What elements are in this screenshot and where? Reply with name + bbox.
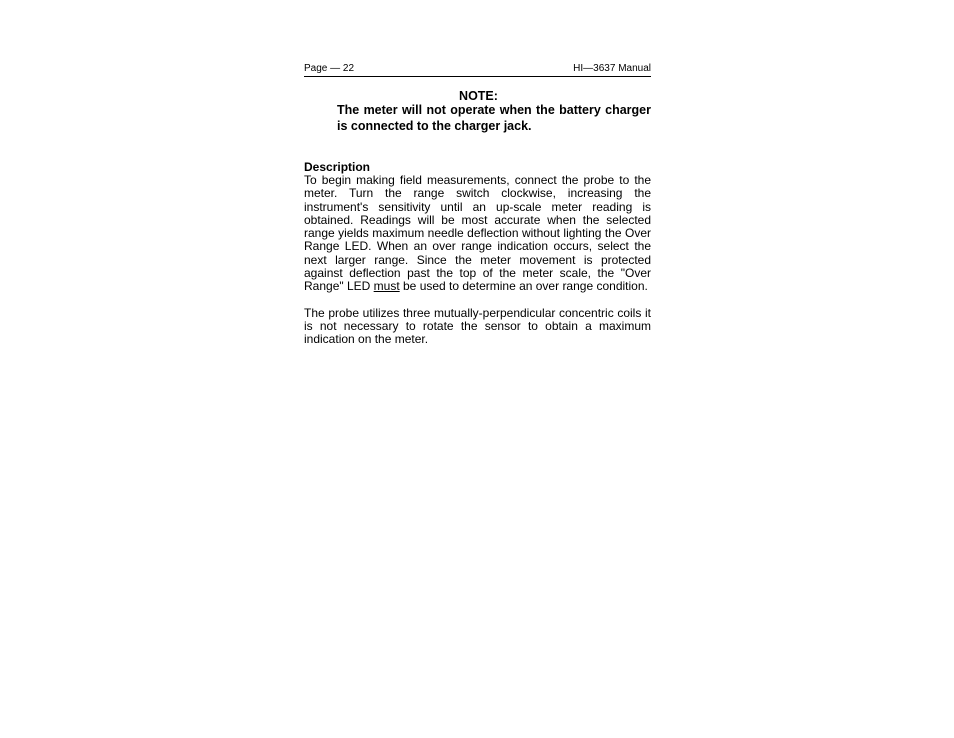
description-paragraph-2: The probe utilizes three mutually-perpendicular concentric coils it is not necessary to rotate the sensor to obtain a maximum indication on the meter. [304, 305, 651, 347]
paragraph-1-text: To begin making field measurements, connect the probe to the meter. Turn the range switch clockwise, increasing the instrument's sensitivity until an up-scale meter reading is obtained. Readings will be most accurate when the selected range yields maximum needle deflection without lighting the Over Range LED. When an over range indication occurs, select the next larger range. Since the meter movement is protected against deflection past the top of the meter scale, the "Over Range" LED [304, 173, 651, 294]
page-number: Page — 22 [304, 63, 355, 74]
section-heading: Description [304, 160, 371, 174]
note-title: NOTE: [459, 89, 498, 103]
manual-page [304, 60, 651, 347]
manual-title: HI—3637 Manual [573, 63, 651, 74]
description-paragraph-1 [304, 174, 651, 294]
note-body: The meter will not operate when the battery charger is connected to the charger jack. [337, 103, 651, 133]
page-header [304, 60, 651, 77]
paragraph-1-text-end: be used to determine an over range condition. [399, 279, 648, 294]
emphasis-must: must [373, 279, 400, 294]
